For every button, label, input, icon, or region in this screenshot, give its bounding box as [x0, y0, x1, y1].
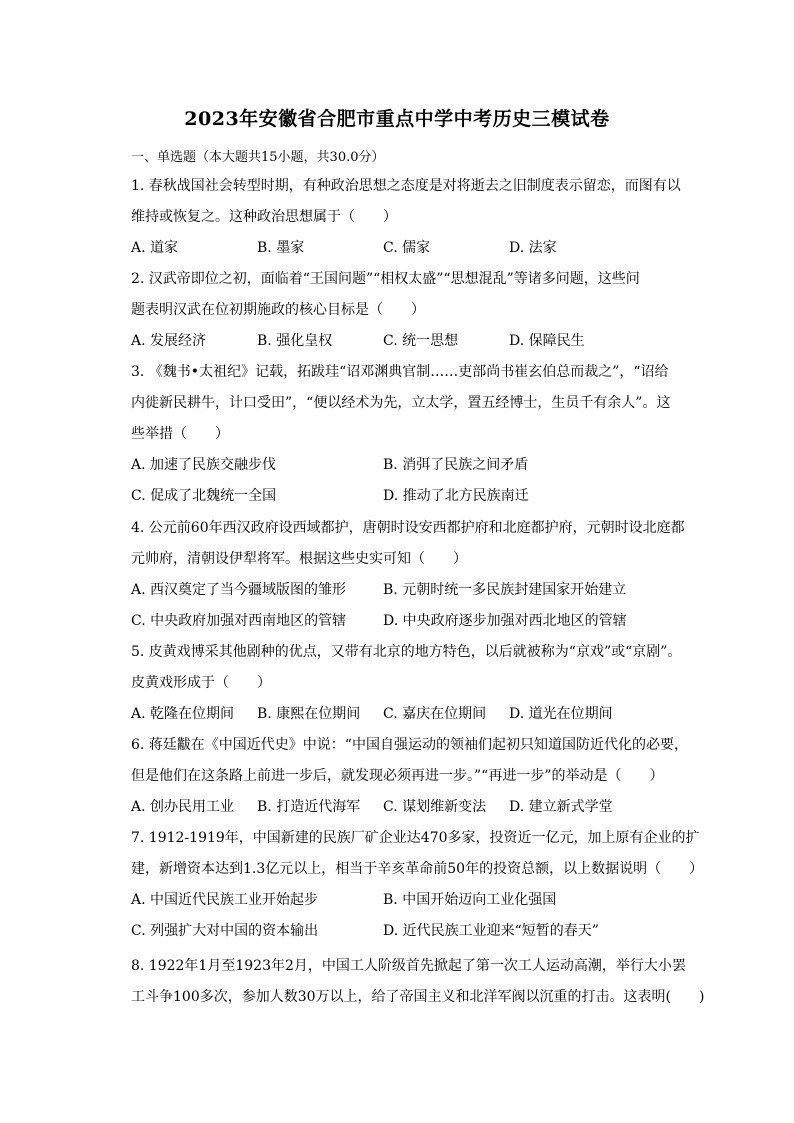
option-d[interactable]: D. 中央政府逐步加强对西北地区的管辖	[383, 613, 627, 629]
question-3	[131, 357, 691, 512]
options-row	[131, 450, 691, 481]
option-c[interactable]: C. 统一思想	[383, 333, 459, 349]
option-b[interactable]: B. 墨家	[257, 240, 305, 256]
question-text-line: 维持或恢复之。这种政治思想属于（ ）	[131, 209, 397, 225]
question-text-line: 但是他们在这条路上前进一步后，就发现必须再进一步。”“再进一步”的举动是（ ）	[131, 768, 664, 784]
question-text-line: 8. 1922年1月至1923年2月，中国工人阶级首先掀起了第一次工人运动高潮，举行大小罢	[131, 958, 686, 974]
question-6	[131, 730, 691, 823]
question-4	[131, 513, 691, 637]
option-a[interactable]: A. 道家	[131, 240, 179, 256]
question-2	[131, 264, 691, 357]
option-c[interactable]: C. 嘉庆在位期间	[383, 706, 487, 722]
option-a[interactable]: A. 加速了民族交融步伐	[131, 457, 277, 473]
option-b[interactable]: B. 元朝时统一多民族封建国家开始建立	[383, 582, 627, 598]
option-a[interactable]: A. 乾隆在位期间	[131, 706, 235, 722]
question-text-line: 4. 公元前60年西汉政府设西域都护，唐朝时设安西都护府和北庭都护府，元朝时设北庭都	[131, 520, 685, 536]
section-heading: 一、单选题（本大题共15小题，共30.0分）	[131, 150, 385, 165]
options-row	[131, 885, 691, 916]
options-row	[131, 792, 691, 823]
options-row	[131, 699, 691, 730]
question-text-line: 6. 蒋廷黻在《中国近代史》中说：“中国自强运动的领袖们起初只知道国防近代化的必要，	[131, 737, 688, 753]
question-8	[131, 951, 705, 1013]
option-c[interactable]: C. 列强扩大对中国的资本输出	[131, 923, 319, 939]
question-text-line: 1. 春秋战国社会转型时期，有种政治思想之态度是对将逝去之旧制度表示留恋，而图有以	[131, 178, 681, 194]
options-row	[131, 606, 691, 637]
option-d[interactable]: D. 近代民族工业迎来“短暂的春天”	[383, 923, 599, 939]
option-b[interactable]: B. 消弭了民族之间矛盾	[383, 457, 529, 473]
option-c[interactable]: C. 儒家	[383, 240, 431, 256]
question-text-line: 些举措（ ）	[131, 426, 229, 442]
question-text-line: 2. 汉武帝即位之初，面临着“王国问题”“相权太盛”“思想混乱”等诸多问题，这些问	[131, 271, 640, 287]
options-row	[131, 575, 691, 606]
option-a[interactable]: A. 发展经济	[131, 333, 207, 349]
options-row	[131, 326, 691, 357]
option-d[interactable]: D. 道光在位期间	[509, 706, 613, 722]
option-d[interactable]: D. 保障民生	[509, 333, 585, 349]
question-text-line: 内徙新民耕牛，计口受田”，“便以经术为先，立太学，置五经博士，生员千有余人”。这	[131, 395, 671, 411]
question-text-line: 建，新增资本达到1.3亿元以上，相当于辛亥革命前50年的投资总额，以上数据说明（ ）	[131, 861, 704, 877]
option-a[interactable]: A. 创办民用工业	[131, 799, 235, 815]
question-text-line: 元帅府，清朝设伊犁将军。根据这些史实可知（ ）	[131, 551, 467, 567]
question-text-line: 工斗争100多次，参加人数30万以上，给了帝国主义和北洋军阀以沉重的打击。这表明( )	[131, 989, 705, 1005]
option-b[interactable]: B. 强化皇权	[257, 333, 333, 349]
option-b[interactable]: B. 打造近代海军	[257, 799, 361, 815]
question-text-line: 题表明汉武在位初期施政的核心目标是（ ）	[131, 302, 425, 318]
option-d[interactable]: D. 法家	[509, 240, 557, 256]
question-text-line: 皮黄戏形成于（ ）	[131, 675, 271, 691]
question-text-line: 7. 1912-1919年，中国新建的民族厂矿企业达470多家，投资近一亿元，加上原有企业的扩	[131, 830, 700, 846]
options-row	[131, 233, 691, 264]
question-1	[131, 171, 691, 264]
options-row	[131, 481, 691, 512]
question-7	[131, 823, 704, 947]
option-b[interactable]: B. 康熙在位期间	[257, 706, 361, 722]
option-a[interactable]: A. 西汉奠定了当今疆域版图的雏形	[131, 582, 347, 598]
option-d[interactable]: D. 建立新式学堂	[509, 799, 613, 815]
question-5	[131, 637, 691, 730]
option-c[interactable]: C. 促成了北魏统一全国	[131, 488, 277, 504]
question-text-line: 5. 皮黄戏博采其他剧种的优点，又带有北京的地方特色，以后就被称为“京戏”或“京剧”。	[131, 644, 682, 660]
options-row	[131, 916, 691, 947]
option-b[interactable]: B. 中国开始迈向工业化强国	[383, 892, 557, 908]
option-c[interactable]: C. 中央政府加强对西南地区的管辖	[131, 613, 347, 629]
question-text-line: 3. 《魏书•太祖纪》记载，拓跋珪“诏邓渊典官制……吏部尚书崔玄伯总而裁之”，“诏给	[131, 364, 669, 380]
option-d[interactable]: D. 推动了北方民族南迁	[383, 488, 529, 504]
option-a[interactable]: A. 中国近代民族工业开始起步	[131, 892, 319, 908]
option-c[interactable]: C. 谋划维新变法	[383, 799, 487, 815]
page-title: 2023年安徽省合肥市重点中学中考历史三模试卷	[184, 108, 610, 130]
